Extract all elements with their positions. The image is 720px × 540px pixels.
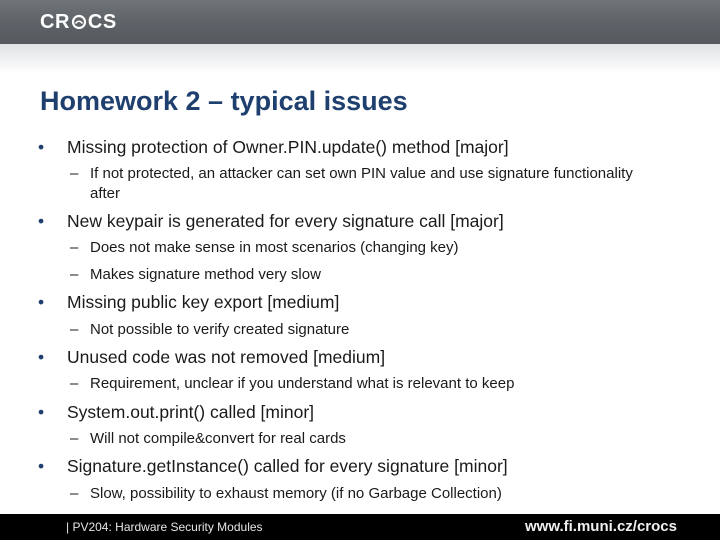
logo-text-left: CR xyxy=(40,10,70,33)
bullet-text: System.out.print() called [minor] xyxy=(67,402,315,422)
bullet-marker: • xyxy=(38,292,45,312)
sub-bullet-item xyxy=(70,265,321,285)
bullet-marker: • xyxy=(38,347,45,367)
sub-bullet-marker: – xyxy=(70,485,79,502)
bullet-text: Missing protection of Owner.PIN.update() method [major] xyxy=(67,137,509,157)
sub-bullet-item xyxy=(70,429,346,449)
sub-bullet-item xyxy=(70,164,660,204)
bullet-item xyxy=(38,402,314,423)
bullet-marker: • xyxy=(38,137,45,157)
sub-bullet-item xyxy=(70,320,349,340)
bullet-item xyxy=(38,347,385,368)
sub-bullet-text: Makes signature method very slow xyxy=(90,266,321,283)
sub-bullet-marker: – xyxy=(70,375,79,392)
footer-url-link[interactable]: www.fi.muni.cz/crocs xyxy=(525,518,677,535)
bullet-text: Missing public key export [medium] xyxy=(67,292,340,312)
sub-bullet-marker: – xyxy=(70,239,79,256)
bullet-marker: • xyxy=(38,211,45,231)
footer-course-label: | PV204: Hardware Security Modules xyxy=(66,520,263,534)
slide-title: Homework 2 – typical issues xyxy=(40,86,408,116)
sub-bullet-text: If not protected, an attacker can set own PIN value and use signature functionality after xyxy=(90,165,633,202)
sub-bullet-text: Requirement, unclear if you understand what is relevant to keep xyxy=(90,375,515,392)
sub-bullet-marker: – xyxy=(70,321,79,338)
sub-bullet-marker: – xyxy=(70,430,79,447)
sub-bullet-marker: – xyxy=(70,266,79,283)
bullet-text: New keypair is generated for every signature call [major] xyxy=(67,211,504,231)
sub-bullet-text: Will not compile&convert for real cards xyxy=(90,430,346,447)
bullet-text: Unused code was not removed [medium] xyxy=(67,347,386,367)
bullet-item xyxy=(38,137,509,158)
sub-bullet-marker: – xyxy=(70,165,79,182)
bullet-item xyxy=(38,292,339,313)
sub-bullet-text: Does not make sense in most scenarios (changing key) xyxy=(90,239,459,256)
bullet-item xyxy=(38,456,508,477)
sub-bullet-text: Not possible to verify created signature xyxy=(90,321,350,338)
bullet-marker: • xyxy=(38,402,45,422)
bullet-marker: • xyxy=(38,456,45,476)
sub-bullet-item xyxy=(70,238,459,258)
sub-bullet-item xyxy=(70,374,514,394)
logo-text-right: CS xyxy=(87,10,117,33)
bullet-item xyxy=(38,211,504,232)
sub-bullet-item xyxy=(70,484,502,504)
sub-bullet-text: Slow, possibility to exhaust memory (if no Garbage Collection) xyxy=(90,485,502,502)
bullet-text: Signature.getInstance() called for every signature [minor] xyxy=(67,456,508,476)
